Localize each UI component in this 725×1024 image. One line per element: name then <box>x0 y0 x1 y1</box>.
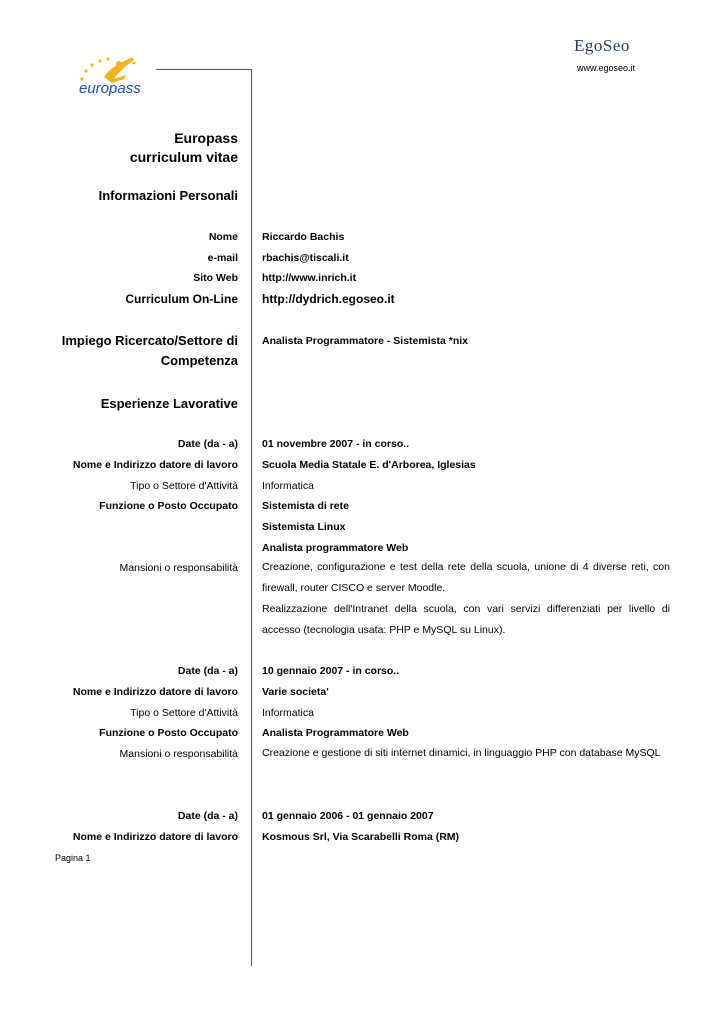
job2-dates: 10 gennaio 2007 - in corso.. <box>262 665 400 677</box>
email-value[interactable]: rbachis@tiscali.it <box>262 252 349 264</box>
job1-duties-label: Mansioni o responsabilità <box>119 562 238 574</box>
job1-dates-label: Date (da - a) <box>177 438 238 450</box>
name-label: Nome <box>208 231 238 243</box>
job2-role-1: Analista Programmatore Web <box>262 727 409 739</box>
job3-employer: Kosmous Srl, Via Scarabelli Roma (RM) <box>262 831 460 843</box>
job2-duty-1: Creazione e gestione di siti internet dinamici, in linguaggio PHP con database MySQL <box>262 747 661 759</box>
job2-role-label: Funzione o Posto Occupato <box>99 727 238 739</box>
job2-dates-label: Date (da - a) <box>177 665 238 677</box>
job1-role-1: Sistemista di rete <box>262 500 349 512</box>
job2-sector-label: Tipo o Settore d'Attività <box>130 707 238 719</box>
cv-title-line2: curriculum vitae <box>129 149 238 165</box>
job1-sector: Informatica <box>262 480 314 492</box>
job1-dates: 01 novembre 2007 - in corso.. <box>262 438 410 450</box>
name-value: Riccardo Bachis <box>262 231 345 243</box>
cv-online-value[interactable]: http://dydrich.egoseo.it <box>262 292 395 306</box>
job3-employer-label: Nome e Indirizzo datore di lavoro <box>72 831 238 843</box>
europass-logo-text: europass <box>79 80 141 97</box>
job2-employer-label: Nome e Indirizzo datore di lavoro <box>72 686 238 698</box>
experience-heading: Esperienze Lavorative <box>100 396 238 411</box>
site-label: Sito Web <box>193 272 238 284</box>
header-rule <box>156 69 252 70</box>
job1-duty-1: Creazione, configurazione e test della rete della scuola, unione di 4 diverse reti, con firewall, router CISCO e server Moodle. <box>262 561 670 594</box>
job1-role-label: Funzione o Posto Occupato <box>99 500 238 512</box>
personal-heading: Informazioni Personali <box>98 188 238 203</box>
job1-employer: Scuola Media Statale E. d'Arborea, Iglesias <box>262 459 476 471</box>
egoseo-url: www.egoseo.it <box>576 63 635 73</box>
cv-online-label: Curriculum On-Line <box>125 292 238 306</box>
job1-role-3: Analista programmatore Web <box>262 542 409 554</box>
job1-employer-label: Nome e Indirizzo datore di lavoro <box>72 459 238 471</box>
cv-title-line1: Europass <box>174 130 238 146</box>
egoseo-logo: EgoSeo <box>574 36 630 55</box>
desired-heading-line2: Competenza <box>160 353 238 368</box>
site-value[interactable]: http://www.inrich.it <box>262 272 357 284</box>
job3-dates-label: Date (da - a) <box>177 810 238 822</box>
page-number: Pagina 1 <box>55 853 91 863</box>
job2-sector: Informatica <box>262 707 314 719</box>
column-divider <box>251 69 252 966</box>
job1-duty-2: Realizzazione dell'Intranet della scuola, con vari servizi differenziati per livello di accesso (tecnologia usata: PHP e MySQL su Linux). <box>262 603 670 636</box>
email-label: e-mail <box>207 252 238 264</box>
job2-duties-label: Mansioni o responsabilità <box>119 748 238 760</box>
europass-logo <box>74 55 156 99</box>
job2-employer: Varie societa' <box>262 686 329 698</box>
desired-value: Analista Programmatore - Sistemista *nix <box>262 335 468 347</box>
job1-role-2: Sistemista Linux <box>262 521 346 533</box>
job1-sector-label: Tipo o Settore d'Attività <box>130 480 238 492</box>
job3-dates: 01 gennaio 2006 - 01 gennaio 2007 <box>262 810 434 822</box>
desired-heading-line1: Impiego Ricercato/Settore di <box>61 333 238 348</box>
